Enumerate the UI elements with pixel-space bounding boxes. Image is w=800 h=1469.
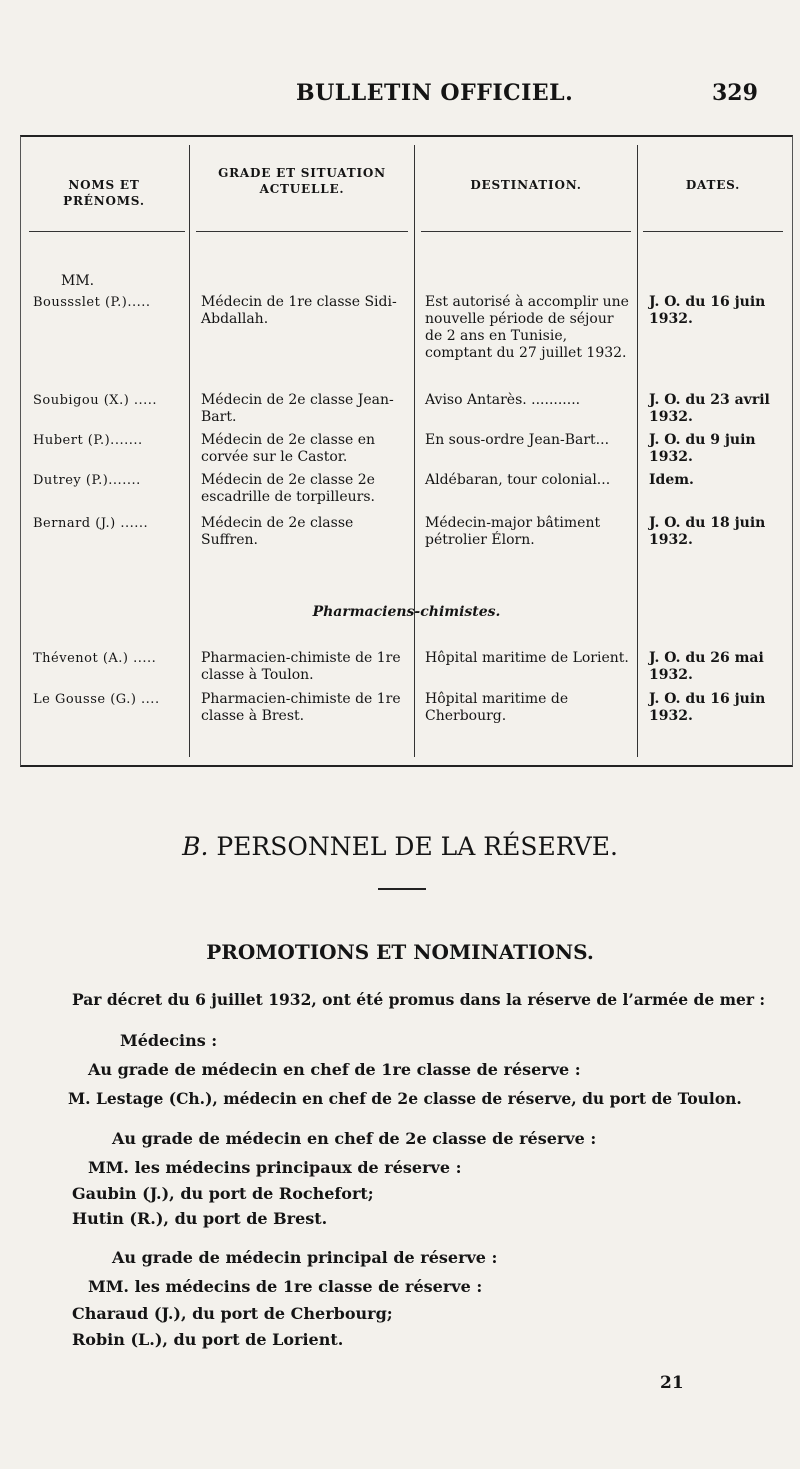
date-cell: J. O. du 18 juin 1932.: [649, 515, 766, 548]
promotion-entry: Charaud (J.), du port de Cherbourg;: [72, 1304, 393, 1323]
person-name: Boussslet (P.).....: [33, 295, 151, 310]
section-title: PERSONNEL DE LA RÉSERVE.: [216, 832, 618, 861]
header-rule: [29, 231, 185, 232]
date-cell: Idem.: [649, 472, 694, 488]
section-heading: [0, 832, 800, 861]
grade-cell: Pharmacien-chimiste de 1re classe à Brest.: [201, 691, 401, 724]
grade-cell: Médecin de 2e classe 2e escadrille de torpilleurs.: [201, 472, 375, 505]
promotion-entry: Gaubin (J.), du port de Rochefort;: [72, 1184, 374, 1203]
grade-cell: Médecin de 1re classe Sidi-Abdallah.: [201, 294, 397, 327]
destination-cell: Aviso Antarès. ...........: [425, 392, 581, 408]
decree-intro: Par décret du 6 juillet 1932, ont été promus dans la réserve de l’armée de mer :: [72, 990, 766, 1009]
date-cell: J. O. du 16 juin 1932.: [649, 294, 766, 327]
category-heading: Médecins :: [120, 1031, 218, 1050]
page-header: [0, 80, 800, 110]
page-number: 329: [712, 80, 758, 106]
group-heading: MM. les médecins de 1re classe de réserve :: [88, 1277, 483, 1296]
column-header-grade: GRADE ET SITUATION ACTUELLE.: [218, 166, 386, 196]
assignments-table: [20, 135, 793, 767]
grade-cell: Médecin de 2e classe Jean-Bart.: [201, 392, 394, 425]
section-letter: B.: [182, 832, 209, 861]
bulletin-title: BULLETIN OFFICIEL.: [296, 80, 574, 106]
header-rule: [643, 231, 783, 232]
person-name: Hubert (P.).......: [33, 433, 143, 448]
mm-label: MM.: [61, 273, 95, 289]
grade-cell: Médecin de 2e classe en corvée sur le Castor.: [201, 432, 376, 465]
promotion-entry: M. Lestage (Ch.), médecin en chef de 2e classe de réserve, du port de Toulon.: [68, 1089, 742, 1108]
group-heading: MM. les médecins principaux de réserve :: [88, 1158, 462, 1177]
grade-heading: Au grade de médecin en chef de 2e classe de réserve :: [112, 1129, 597, 1148]
person-name: Thévenot (A.) .....: [33, 651, 157, 666]
column-divider: [189, 145, 190, 757]
promotions-heading: PROMOTIONS ET NOMINATIONS.: [206, 940, 594, 964]
destination-cell: Est autorisé à accomplir une nouvelle période de séjour de 2 ans en Tunisie, comptant du 27 juillet 1932.: [425, 294, 629, 361]
person-name: Dutrey (P.).......: [33, 473, 141, 488]
grade-cell: Pharmacien-chimiste de 1re classe à Toulon.: [201, 650, 401, 683]
column-header-names: NOMS ET PRÉNOMS.: [63, 178, 145, 208]
date-cell: J. O. du 16 juin 1932.: [649, 691, 766, 724]
divider: [378, 888, 426, 890]
grade-heading: Au grade de médecin en chef de 1re classe de réserve :: [88, 1060, 581, 1079]
date-cell: J. O. du 9 juin 1932.: [649, 432, 756, 465]
date-cell: J. O. du 23 avril 1932.: [649, 392, 770, 425]
column-divider: [414, 145, 415, 757]
header-rule: [421, 231, 631, 232]
grade-heading: Au grade de médecin principal de réserve :: [112, 1248, 498, 1267]
column-header-dates: DATES.: [685, 178, 741, 192]
date-cell: J. O. du 26 mai 1932.: [649, 650, 764, 683]
destination-cell: Médecin-major bâtiment pétrolier Élorn.: [425, 515, 601, 548]
column-header-destination: DESTINATION.: [470, 178, 582, 192]
pharmacists-heading: Pharmaciens-chimistes.: [312, 604, 501, 620]
person-name: Le Gousse (G.) ....: [33, 692, 160, 707]
destination-cell: En sous-ordre Jean-Bart...: [425, 432, 610, 448]
promotion-entry: Robin (L.), du port de Lorient.: [72, 1330, 344, 1349]
destination-cell: Hôpital maritime de Lorient.: [425, 650, 629, 666]
destination-cell: Hôpital maritime de Cherbourg.: [425, 691, 569, 724]
promotion-entry: Hutin (R.), du port de Brest.: [72, 1209, 328, 1228]
column-divider: [637, 145, 638, 757]
grade-cell: Médecin de 2e classe Suffren.: [201, 515, 354, 548]
signature-mark: 21: [660, 1373, 684, 1393]
person-name: Soubigou (X.) .....: [33, 393, 158, 408]
destination-cell: Aldébaran, tour colonial...: [425, 472, 611, 488]
header-rule: [196, 231, 408, 232]
person-name: Bernard (J.) ......: [33, 516, 149, 531]
